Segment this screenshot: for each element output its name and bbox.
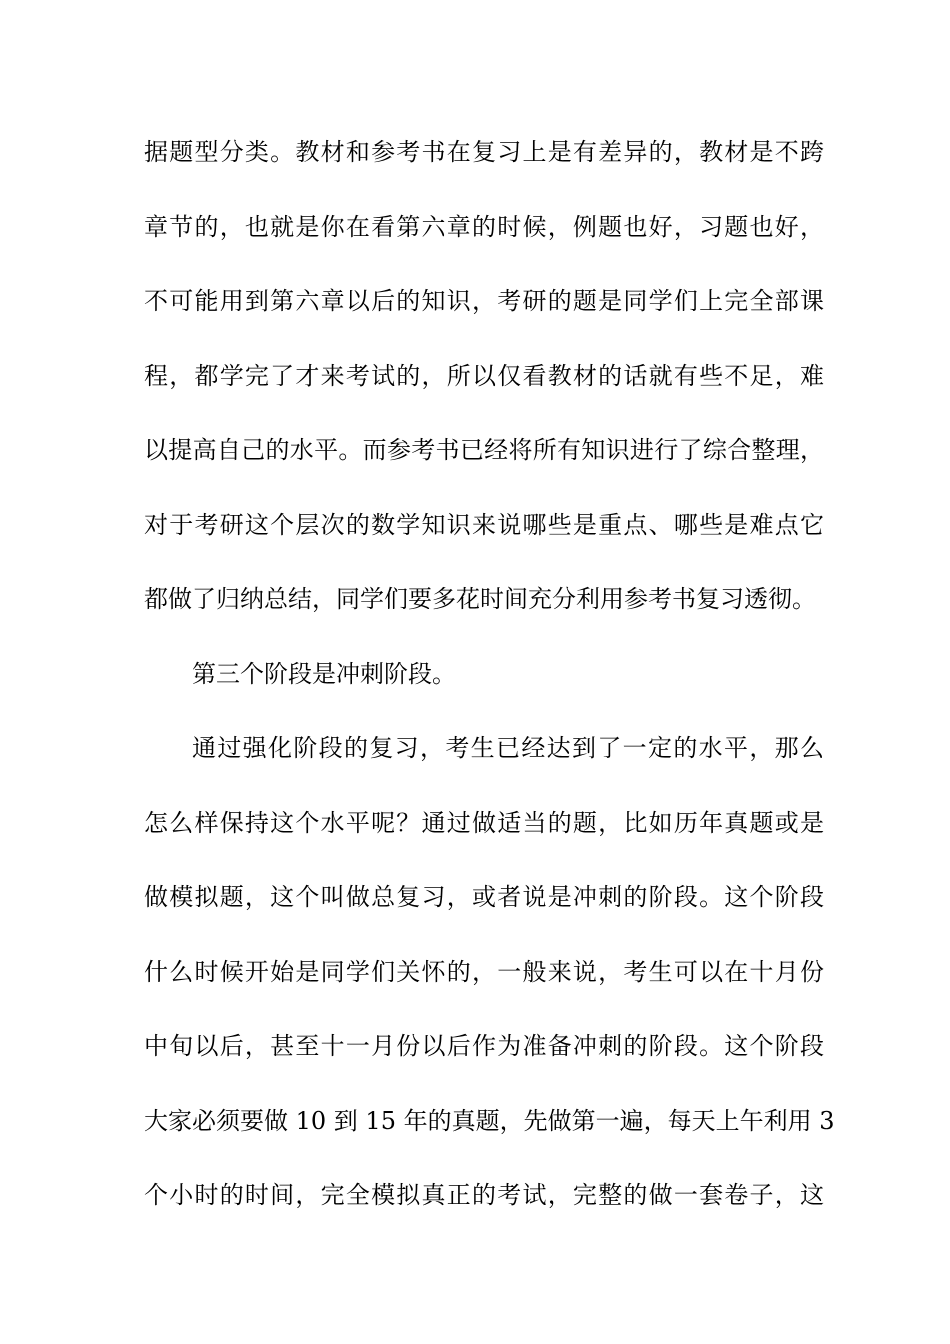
text-line: 大家必须要做 10 到 15 年的真题，先做第一遍，每天上午利用 3 bbox=[144, 1107, 835, 1135]
text-line: 不可能用到第六章以后的知识，考研的题是同学们上完全部课 bbox=[144, 287, 824, 315]
text-line: 以提高自己的水平。而参考书已经将所有知识进行了综合整理， bbox=[144, 436, 824, 464]
text-line: 对于考研这个层次的数学知识来说哪些是重点、哪些是难点它 bbox=[144, 511, 824, 539]
text-line: 通过强化阶段的复习，考生已经达到了一定的水平，那么 bbox=[192, 734, 824, 762]
text-line: 都做了归纳总结，同学们要多花时间充分利用参考书复习透彻。 bbox=[144, 585, 816, 613]
text-line: 个小时的时间，完全模拟真正的考试，完整的做一套卷子，这 bbox=[144, 1181, 824, 1209]
text-line: 做模拟题，这个叫做总复习，或者说是冲刺的阶段。这个阶段 bbox=[144, 883, 824, 911]
text-line: 什么时候开始是同学们关怀的，一般来说，考生可以在十月份 bbox=[144, 958, 824, 986]
text-line: 怎么样保持这个水平呢？通过做适当的题，比如历年真题或是 bbox=[144, 809, 824, 837]
text-line: 据题型分类。教材和参考书在复习上是有差异的，教材是不跨 bbox=[144, 138, 824, 166]
text-line: 程，都学完了才来考试的，所以仅看教材的话就有些不足，难 bbox=[144, 362, 824, 390]
text-line: 中旬以后，甚至十一月份以后作为准备冲刺的阶段。这个阶段 bbox=[144, 1032, 824, 1060]
text-line: 章节的，也就是你在看第六章的时候，例题也好，习题也好， bbox=[144, 213, 824, 241]
section-heading-line: 第三个阶段是冲刺阶段。 bbox=[192, 660, 456, 688]
